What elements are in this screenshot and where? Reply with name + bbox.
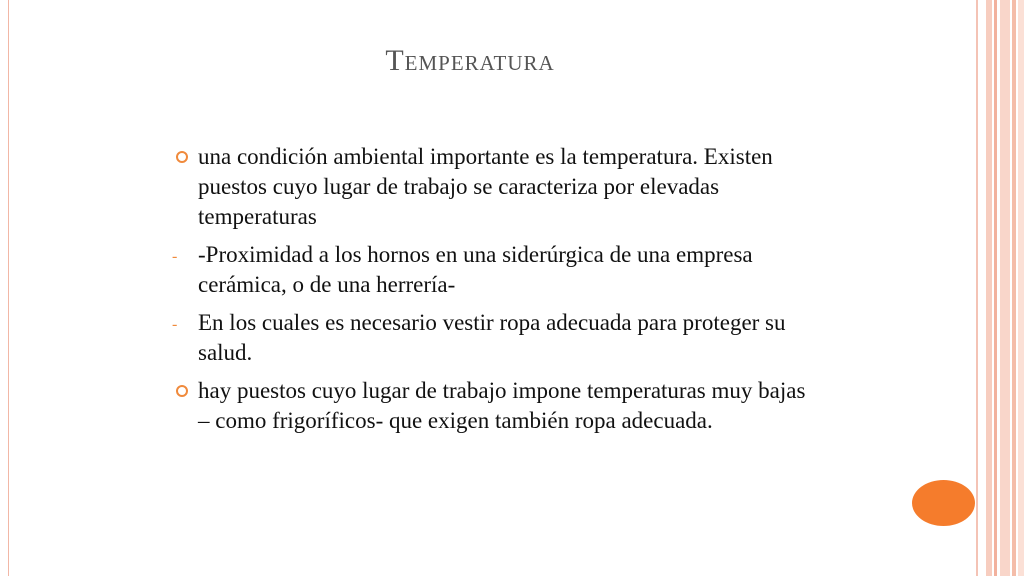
ring-bullet-icon [176,151,188,163]
bullet-text: una condición ambiental importante es la temperatura. Existen puestos cuyo lugar de trabajo se caracteriza por elevadas temperaturas [198,144,773,229]
decorative-orange-circle [912,480,975,526]
dash-bullet-icon: - [172,316,178,333]
right-stripe [1000,0,1010,576]
left-border-line [8,0,9,576]
bullet-item [168,240,808,300]
slide-title: Temperatura [385,44,555,77]
right-stripe [1012,0,1016,576]
right-stripe [976,0,978,576]
bullet-text: En los cuales es necesario vestir ropa adecuada para proteger su salud. [198,310,786,365]
bullet-item [168,308,808,368]
bullet-text: hay puestos cuyo lugar de trabajo impone temperaturas muy bajas – como frigoríficos- que exigen también ropa adecuada. [198,378,806,433]
ring-bullet-icon [176,385,188,397]
right-stripe [1018,0,1024,576]
bullet-item [168,376,808,436]
right-stripe [994,0,997,576]
right-stripe [986,0,992,576]
bullet-list [168,142,808,444]
bullet-item [168,142,808,232]
dash-bullet-icon: - [172,248,178,265]
bullet-text: -Proximidad a los hornos en una siderúrgica de una empresa cerámica, o de una herrería- [198,242,753,297]
